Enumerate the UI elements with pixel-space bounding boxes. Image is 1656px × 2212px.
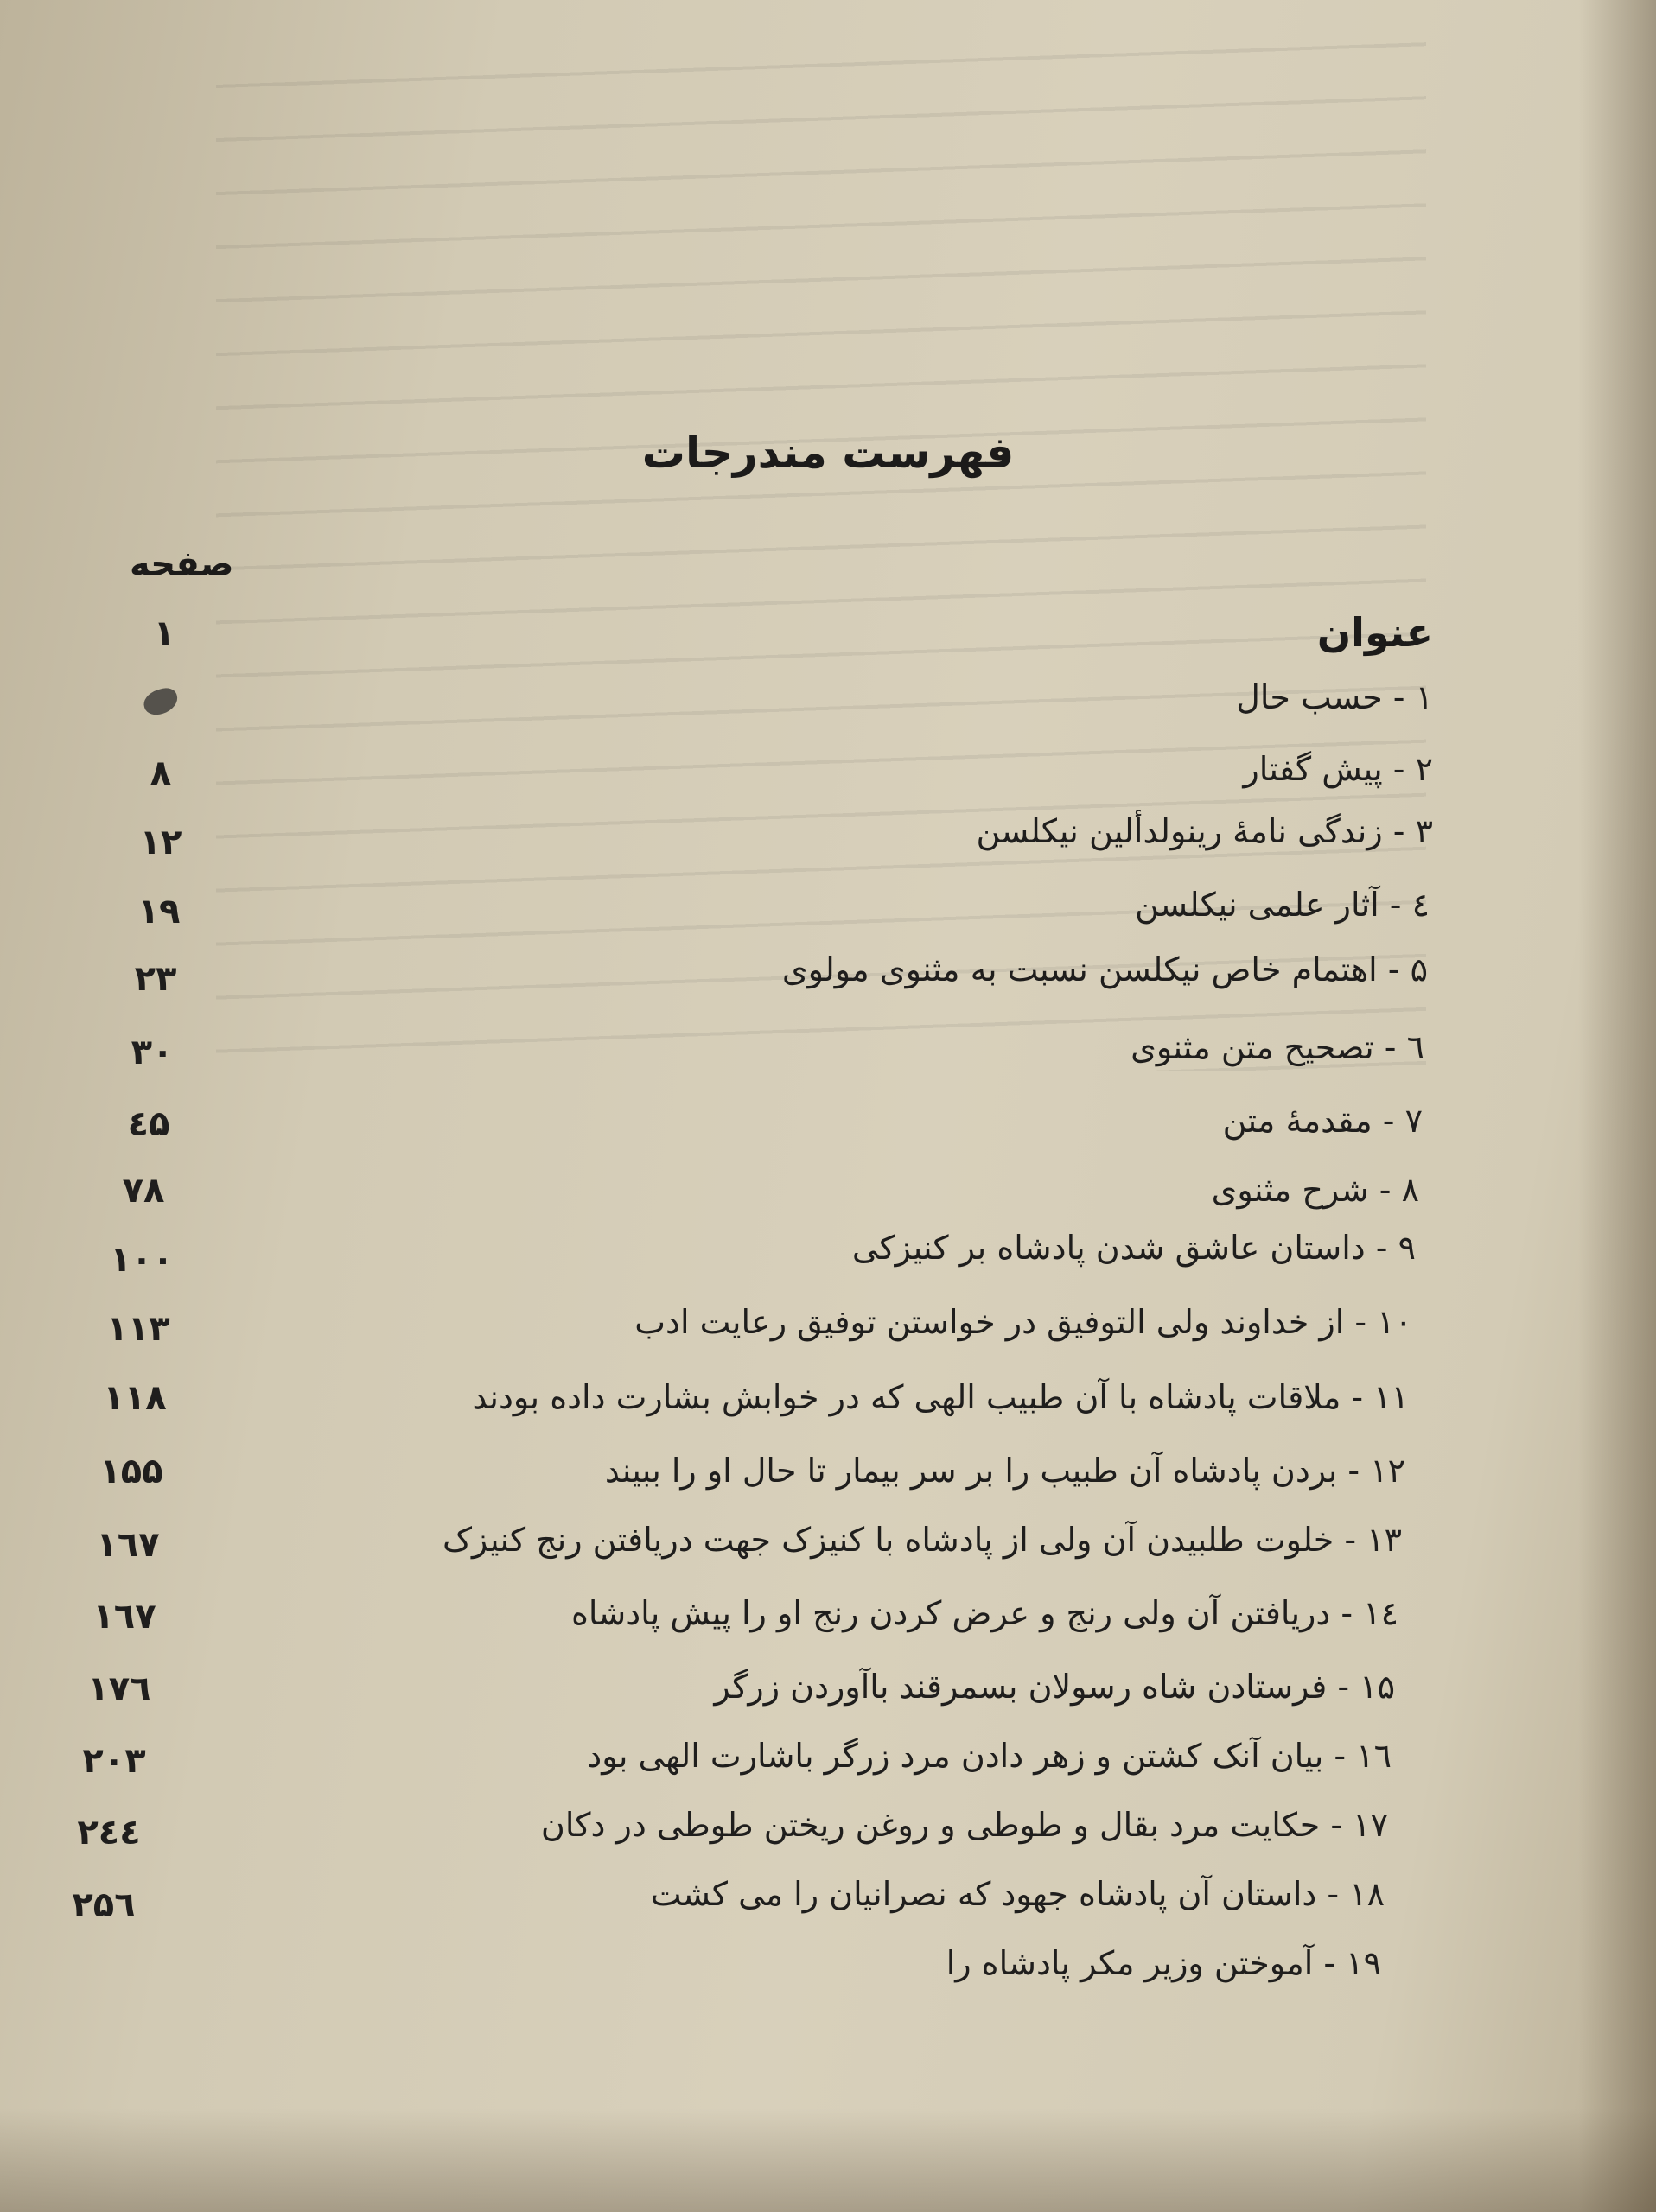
toc-page-number: ۲۰۳ xyxy=(82,1741,146,1781)
toc-page-number: ۷۸ xyxy=(122,1171,165,1211)
page-title: فهرست مندرجات xyxy=(641,428,1015,478)
toc-entry-title: ۱۰ - از خداوند ولی التوفیق در خواستن توفیق رعایت ادب xyxy=(634,1303,1412,1341)
toc-page-number: ۸ xyxy=(150,753,172,793)
toc-entry-title: ۱۱ - ملاقات پادشاه با آن طبیب الهی که در خوابش بشارت داده بودند xyxy=(472,1378,1409,1416)
toc-entry-title: ۱۸ - داستان آن پادشاه جهود که نصرانیان را می کشت xyxy=(650,1875,1385,1913)
toc-entry-title: ۸ - شرح مثنوی xyxy=(1211,1171,1419,1209)
toc-page-number: ۱٦۷ xyxy=(92,1597,156,1637)
toc-entry-title: ۱۲ - بردن پادشاه آن طبیب را بر سر بیمار تا حال او را ببیند xyxy=(604,1452,1405,1490)
toc-entry-title: ٤ - آثار علمی نیکلسن xyxy=(1135,886,1430,924)
spine-shadow xyxy=(1578,0,1656,2212)
toc-page-number: ۱۷٦ xyxy=(87,1669,151,1709)
toc-entry-title: ۱ - حسب حال xyxy=(1236,678,1433,716)
toc-page-number: ۱٦۷ xyxy=(96,1525,160,1565)
toc-page-number: ۱۱۳ xyxy=(106,1309,170,1349)
toc-entry-title: ۱٦ - بیان آنک کشتن و زهر دادن مرد زرگر باشارت الهی بود xyxy=(587,1737,1392,1775)
toc-entry-title: ۱۵ - فرستادن شاه رسولان بسمرقند باآوردن زرگر xyxy=(714,1668,1395,1706)
page-edge-shadow xyxy=(0,2108,1656,2212)
toc-entry-title: ۲ - پیش گفتار xyxy=(1243,750,1433,788)
toc-page-number: ۱۰۰ xyxy=(110,1240,174,1280)
toc-entry-title: ۳ - زندگی نامهٔ رینولدألین نیکلسن xyxy=(976,812,1433,850)
toc-page-number: ۲۳ xyxy=(134,959,177,999)
toc-entry-title: ۱۳ - خلوت طلبیدن آن ولی از پادشاه با کنیزک جهت دریافتن رنج کنیزک xyxy=(443,1521,1402,1559)
toc-entry-title: ۷ - مقدمهٔ متن xyxy=(1222,1102,1423,1140)
toc-entry-title: ٦ - تصحیح متن مثنوی xyxy=(1131,1028,1424,1066)
toc-entry-title: ۱۹ - آموختن وزیر مکر پادشاه را xyxy=(946,1944,1381,1982)
toc-page-number: ۲۵٦ xyxy=(72,1885,136,1925)
toc-page-number: ۱ xyxy=(153,613,175,653)
toc-page-number: ۱۵۵ xyxy=(99,1452,163,1491)
toc-page-number: ۳۰ xyxy=(131,1033,174,1072)
toc-page-number: ۱۹ xyxy=(137,892,181,931)
toc-entry-title: ۹ - داستان عاشق شدن پادشاه بر کنیزکی xyxy=(851,1229,1416,1267)
toc-page-number: ۱۱۸ xyxy=(103,1378,167,1418)
toc-entry-title: ۱٤ - دریافتن آن ولی رنج و عرض کردن رنج او را پیش پادشاه xyxy=(570,1594,1398,1632)
toc-page-number: ۲٤٤ xyxy=(77,1813,141,1853)
toc-entry-title: ۵ - اهتمام خاص نیکلسن نسبت به مثنوی مولوی xyxy=(781,950,1428,988)
page-column-header: صفحه xyxy=(130,544,234,584)
toc-entry-title: ۱۷ - حکایت مرد بقال و طوطی و روغن ریختن طوطی در دکان xyxy=(540,1806,1388,1844)
toc-page-number: ۱۲ xyxy=(139,823,182,862)
title-column-header: عنوان xyxy=(1316,609,1433,656)
ink-smudge xyxy=(141,685,182,719)
toc-page-number: ٤۵ xyxy=(127,1104,170,1144)
